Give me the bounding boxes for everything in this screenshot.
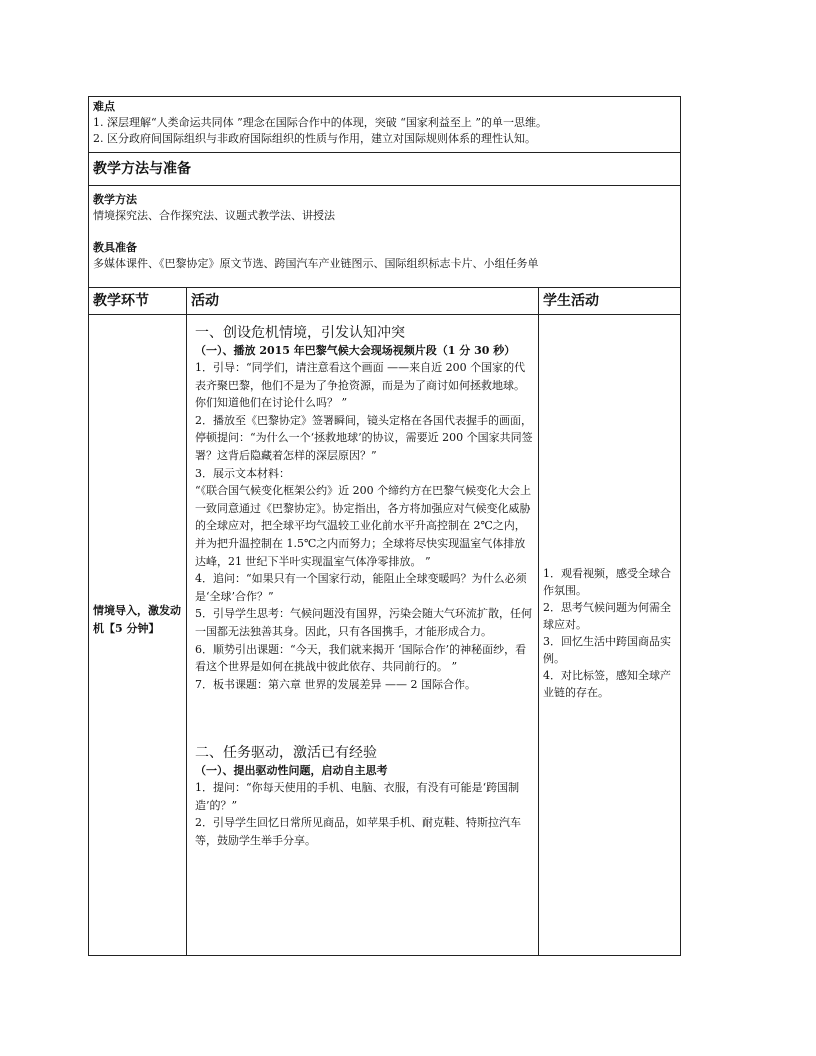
student-activity-item: 1．观看视频，感受全球合作氛围。 xyxy=(543,567,671,597)
lesson-plan-table xyxy=(88,96,681,956)
difficulty-item: 1. 深层理解“人类命运共同体 ”理念在国际合作中的体现，突破 “国家利益至上 ”的单一思维。 xyxy=(93,116,547,129)
stage-label: 情境导入，激发动机【5 分钟】 xyxy=(93,604,181,635)
student-activity-item: 3．回忆生活中跨国商品实例。 xyxy=(543,635,671,665)
activity-paragraph: 3．展示文本材料： xyxy=(195,466,290,480)
activity-paragraph: 6．顺势引出课题：“今天，我们就来揭开 ‘国际合作’的神秘面纱，看看这个世界是如何在挑战中彼此依存、共同前行的。 ” xyxy=(195,642,527,674)
tools-text: 多媒体课件、《巴黎协定》原文节选、跨国汽车产业链图示、国际组织标志卡片、小组任务单 xyxy=(93,257,539,270)
header-student: 学生活动 xyxy=(539,288,681,315)
lesson-plan-page xyxy=(88,96,680,956)
activity-heading: 一、创设危机情境，引发认知冲突 xyxy=(195,325,405,341)
activity-paragraph: 5．引导学生思考：气候问题没有国界，污染会随大气环流扩散，任何一国都无法独善其身。因此，只有各国携手，才能形成合力。 xyxy=(195,607,532,638)
student-activity-item: 2．思考气候问题为何需全球应对。 xyxy=(543,601,671,631)
method-text: 情境探究法、合作探究法、议题式教学法、讲授法 xyxy=(93,209,335,222)
header-activity: 活动 xyxy=(187,288,539,315)
activity-paragraph: “《联合国气候变化框架公约》近 200 个缔约方在巴黎气候变化大会上一致同意通过《巴黎协定》。协定指出，各方将加强应对气候变化威胁的全球应对，把全球平均气温较工业化前水平升高控制在 2℃之内，并为把升温控制在 1.5℃之内而努力；全球将尽快实现温室气体排放达峰，21 世纪下半叶实现温室气体净零排放。 ” xyxy=(195,484,532,568)
header-stage: 教学环节 xyxy=(89,288,187,315)
activity-paragraph: 7．板书课题：第六章 世界的发展差异 —— 2 国际合作。 xyxy=(195,677,476,691)
difficulty-row xyxy=(89,97,681,153)
activity-paragraph: 1．提问：“你每天使用的手机、电脑、衣服，有没有可能是‘跨国制造’的？” xyxy=(195,781,520,812)
methods-row xyxy=(89,186,681,288)
table-row xyxy=(89,315,681,956)
difficulty-title: 难点 xyxy=(93,100,115,113)
methods-section-title: 教学方法与准备 xyxy=(93,161,191,177)
table-header-row xyxy=(89,288,681,315)
activity-paragraph: 4．追问：“如果只有一个国家行动，能阻止全球变暖吗？为什么必须是‘全球’合作？” xyxy=(195,572,527,603)
activity-subheading: （一）、提出驱动性问题，启动自主思考 xyxy=(195,764,388,778)
method-label: 教学方法 xyxy=(93,193,137,206)
activity-subheading: （一）、播放 2015 年巴黎气候大会现场视频片段（1 分 30 秒） xyxy=(195,344,516,357)
student-activity-item: 4．对比标签，感知全球产业链的存在。 xyxy=(543,669,671,699)
activity-paragraph: 2．播放至《巴黎协定》签署瞬间，镜头定格在各国代表握手的画面，停顿提问：“为什么一个‘拯救地球’的协议，需要近 200 个国家共同签署？这背后隐藏着怎样的深层原因？” xyxy=(195,413,533,462)
activity-heading: 二、任务驱动，激活已有经验 xyxy=(195,745,377,762)
methods-title-row xyxy=(89,153,681,186)
activity-paragraph: 1．引导：“同学们，请注意看这个画面 ——来自近 200 个国家的代表齐聚巴黎，他们不是为了争抢资源，而是为了商讨如何拯救地球。你们知道他们在讨论什么吗？ ” xyxy=(195,361,526,410)
tools-label: 教具准备 xyxy=(93,241,137,254)
activity-paragraph: 2．引导学生回忆日常所见商品，如苹果手机、耐克鞋、特斯拉汽车等，鼓励学生举手分享。 xyxy=(195,816,521,848)
difficulty-item: 2. 区分政府间国际组织与非政府国际组织的性质与作用，建立对国际规则体系的理性认知。 xyxy=(93,132,536,145)
